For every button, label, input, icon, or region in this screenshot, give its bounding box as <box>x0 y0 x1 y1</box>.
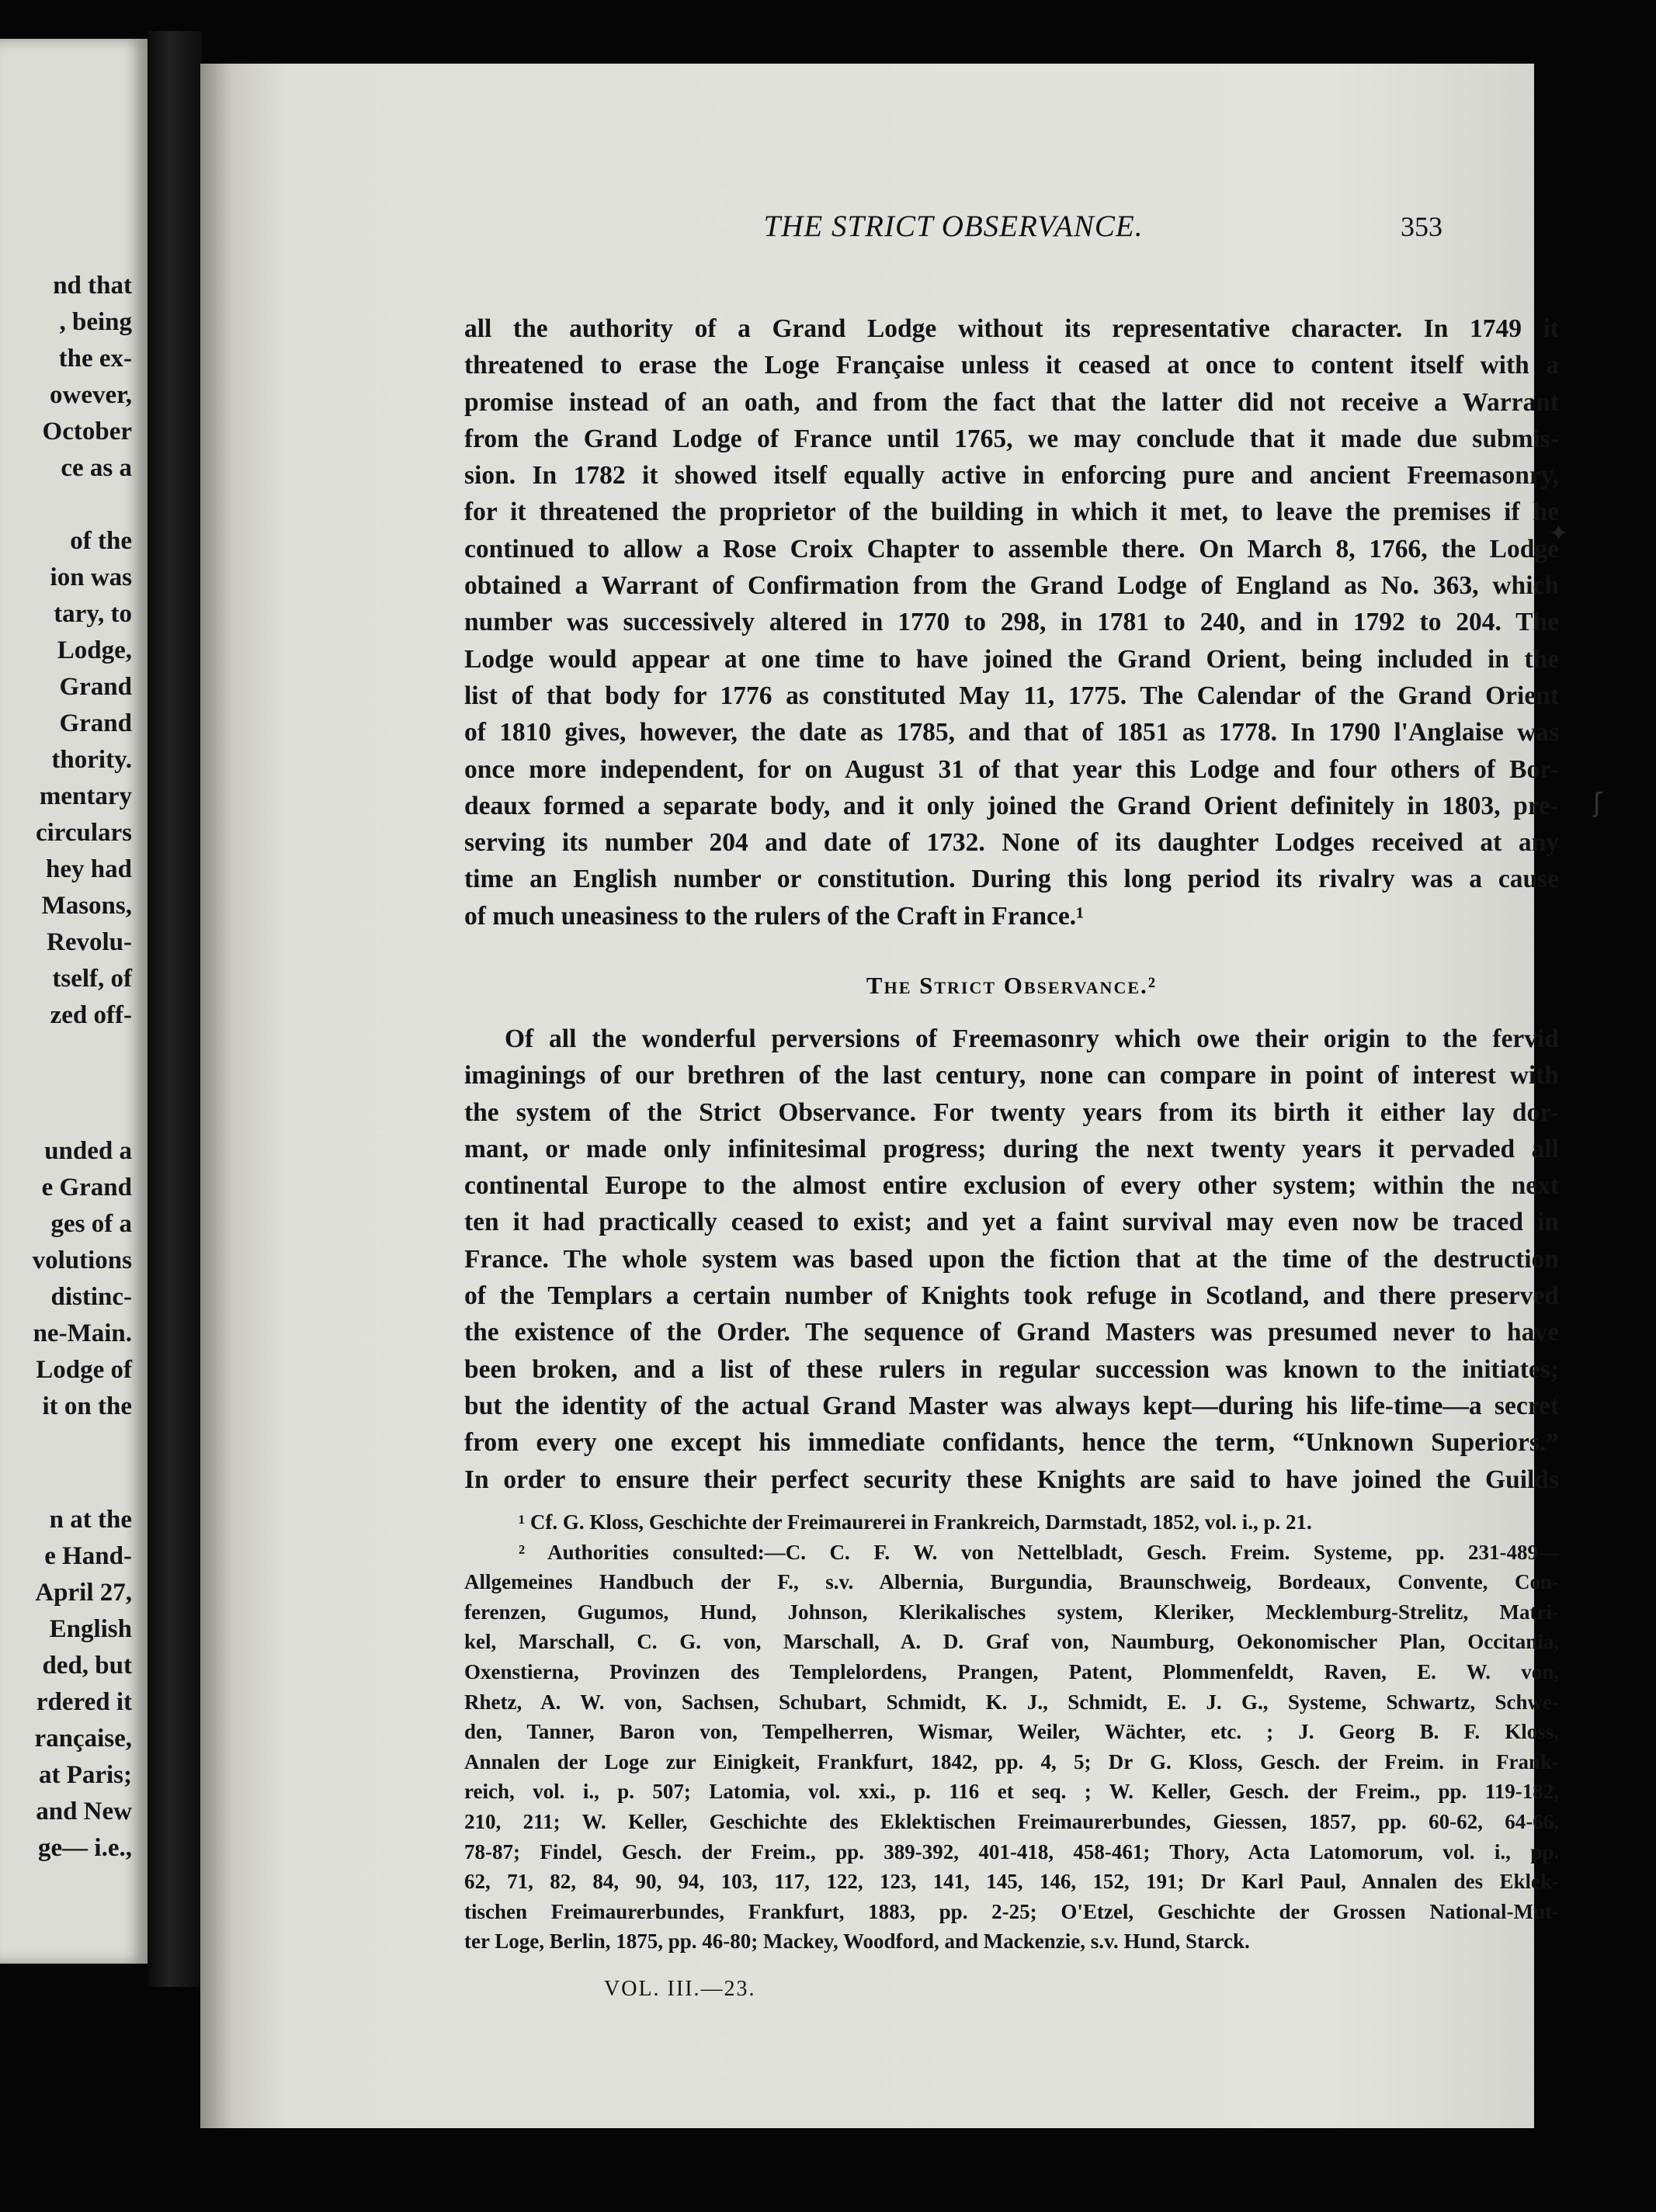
left-page-fragment: e Grand <box>41 1174 132 1201</box>
footnote-line: Annalen der Loge zur Einigkeit, Frankfurt, 1842, pp. 4, 5; Dr G. Kloss, Gesch. der Freim. in Frank- <box>464 1749 1559 1773</box>
left-page-fragment: mentary <box>39 782 132 810</box>
left-page-fragment: e Hand- <box>44 1542 132 1570</box>
section-line: Of all the wonderful perversions of Freemasonry which owe their origin to the fervid <box>505 1025 1559 1053</box>
left-page-fragment: ne-Main. <box>33 1319 132 1347</box>
left-page-fragment: ce as a <box>61 454 132 482</box>
left-page-fragment: of the <box>70 527 132 555</box>
section-line: ten it had practically ceased to exist; and yet a faint survival may even now be traced in <box>464 1208 1559 1237</box>
left-page-fragment: Lodge, <box>57 636 132 664</box>
section-line: been broken, and a list of these rulers in regular succession was known to the initiates; <box>464 1354 1559 1384</box>
book-gutter <box>148 31 202 1987</box>
left-page-fragment: it on the <box>42 1392 132 1420</box>
footnote-line: Allgemeines Handbuch der F., s.v. Albernia, Burgundia, Braunschweig, Bordeaux, Convente, Con- <box>464 1570 1559 1594</box>
left-page-fragment: nd that <box>53 272 132 300</box>
section-line: In order to ensure their perfect security these Knights are said to have joined the Guilds <box>464 1465 1559 1494</box>
section-line: continental Europe to the almost entire exclusion of every other system; within the next <box>464 1171 1559 1201</box>
body-line: once more independent, for on August 31 of that year this Lodge and four others of Bor- <box>464 754 1559 784</box>
section-line: mant, or made only infinitesimal progress; during the next twenty years it pervaded all <box>464 1134 1559 1163</box>
left-page-fragment <box>36 487 132 523</box>
footnote-line: Oxenstierna, Provinzen des Templelordens, Prangen, Patent, Plommenfeldt, Raven, E. W. von, <box>464 1659 1559 1683</box>
running-head: THE STRICT OBSERVANCE. <box>763 210 1144 243</box>
scan-speck: ✦ <box>1549 520 1569 547</box>
left-page-fragment: Revolu- <box>47 928 132 956</box>
left-page-fragment: distinc- <box>50 1283 132 1311</box>
body-line: promise instead of an oath, and from the fact that the latter did not receive a Warrant <box>464 387 1559 417</box>
left-page-fragment: tself, of <box>52 965 132 993</box>
section-line: France. The whole system was based upon the fiction that at the time of the destruction <box>464 1244 1559 1274</box>
section-line: the existence of the Order. The sequence of Grand Masters was presumed never to have <box>464 1318 1559 1347</box>
footnotes <box>464 1507 1559 1957</box>
left-page-fragments-top <box>36 268 132 1034</box>
left-page-fragment: Masons, <box>41 892 132 920</box>
left-page-fragment: unded a <box>44 1137 132 1165</box>
signature-mark: VOL. III.—23. <box>604 1977 756 2001</box>
book-page <box>200 64 1559 2128</box>
left-page-fragment: Grand <box>59 673 132 701</box>
footnote-line: ² Authorities consulted:—C. C. F. W. von Nettelbladt, Gesch. Freim. Systeme, pp. 231-489— <box>519 1540 1559 1564</box>
footnote-line: ferenzen, Gugumos, Hund, Johnson, Klerikalisches system, Kleriker, Mecklemburg-Strelitz, Matri- <box>464 1600 1559 1624</box>
body-line: of much uneasiness to the rulers of the Craft in France.¹ <box>464 901 1085 931</box>
left-page-fragment: , being <box>59 308 132 336</box>
body-line: obtained a Warrant of Confirmation from the Grand Lodge of England as No. 363, which <box>464 571 1559 601</box>
footnote-line: den, Tanner, Baron von, Tempelherren, Wismar, Weiler, Wächter, etc. ; J. Georg B. F. Kloss, <box>464 1720 1559 1744</box>
left-page-fragment: n at the <box>49 1506 132 1534</box>
left-page-fragment: ges of a <box>50 1210 132 1238</box>
left-page-fragment: October <box>42 418 132 446</box>
body-line: Lodge would appear at one time to have joined the Grand Orient, being included in the <box>464 644 1559 674</box>
left-page-fragment: ded, but <box>42 1652 132 1680</box>
footnote-line: ter Loge, Berlin, 1875, pp. 46-80; Mackey, Woodford, and Mackenzie, s.v. Hund, Starck. <box>464 1929 1250 1954</box>
body-line: deaux formed a separate body, and it only joined the Grand Orient definitely in 1803, pre- <box>464 791 1559 820</box>
footnote-line: 210, 211; W. Keller, Geschichte des Eklektischen Freimaurerbundes, Giessen, 1857, pp. 60-62, 64-66, <box>464 1809 1559 1833</box>
left-page-fragment: and New <box>36 1798 132 1825</box>
body-line: list of that body for 1776 as constituted May 11, 1775. The Calendar of the Grand Orient <box>464 681 1559 710</box>
left-page-fragment: owever, <box>50 381 132 409</box>
left-page-fragment: English <box>49 1615 132 1643</box>
page-header <box>488 203 1489 250</box>
body-paragraph <box>464 310 1559 934</box>
footnote-line: 62, 71, 82, 84, 90, 94, 103, 117, 122, 123, 141, 145, 146, 152, 191; Dr Karl Paul, Annalen des Eklek- <box>464 1870 1559 1894</box>
scan-speck: ʃ <box>1593 788 1602 819</box>
section-line: from every one except his immediate confidants, hence the term, “Unknown Superiors.” <box>464 1428 1559 1458</box>
body-line: continued to allow a Rose Croix Chapter to assemble there. On March 8, 1766, the Lodge <box>464 534 1559 563</box>
body-line: threatened to erase the Loge Française unless it ceased at once to content itself with a <box>464 351 1559 380</box>
left-facing-page <box>0 39 148 1964</box>
footnote-line: reich, vol. i., p. 507; Latomia, vol. xxi., p. 116 et seq. ; W. Keller, Gesch. der Freim., pp. 119-182, <box>464 1780 1559 1804</box>
footnote-line: tischen Freimaurerbundes, Frankfurt, 1883, pp. 2-25; O'Etzel, Geschichte der Grossen National-Mut- <box>464 1899 1559 1923</box>
left-page-fragments-bottom <box>34 1502 132 1867</box>
body-line: of 1810 gives, however, the date as 1785, and that of 1851 as 1778. In 1790 l'Anglaise was <box>464 718 1559 747</box>
left-page-fragment: circulars <box>35 819 132 847</box>
body-line: serving its number 204 and date of 1732. None of its daughter Lodges received at any <box>464 828 1559 858</box>
left-page-fragment: volutions <box>32 1246 132 1274</box>
body-line: number was successively altered in 1770 to 298, in 1781 to 240, and in 1792 to 204. The <box>464 608 1559 637</box>
left-page-fragment: tary, to <box>54 600 132 628</box>
section-line: of the Templars a certain number of Knights took refuge in Scotland, and there preserved <box>464 1281 1559 1311</box>
section-line: but the identity of the actual Grand Master was always kept—during his life-time—a secret <box>464 1391 1559 1420</box>
left-page-fragment: Lodge of <box>36 1356 132 1384</box>
section-heading: The Strict Observance.² <box>866 972 1158 999</box>
left-page-fragment: Grand <box>59 709 132 737</box>
body-line: for it threatened the proprietor of the building in which it met, to leave the premises if he <box>464 498 1559 527</box>
footnote-line: ¹ Cf. G. Kloss, Geschichte der Freimaurerei in Frankreich, Darmstadt, 1852, vol. i., p. 21. <box>519 1510 1312 1534</box>
left-page-fragment: rançaise, <box>34 1725 132 1753</box>
left-page-fragment: zed off- <box>50 1001 132 1029</box>
section-line: imaginings of our brethren of the last century, none can compare in point of interest with <box>464 1061 1559 1090</box>
left-page-fragment: thority. <box>51 746 132 774</box>
section-line: the system of the Strict Observance. For twenty years from its birth it either lay dor- <box>464 1097 1559 1127</box>
body-line: time an English number or constitution. During this long period its rivalry was a cause <box>464 865 1559 894</box>
left-page-fragment: hey had <box>46 855 132 883</box>
left-page-fragment: rdered it <box>36 1688 132 1716</box>
page-number: 353 <box>1401 211 1442 242</box>
left-page-fragment: ion was <box>50 563 132 591</box>
left-page-fragment: at Paris; <box>38 1761 132 1789</box>
footnote-line: 78-87; Findel, Gesch. der Freim., pp. 389-392, 401-418, 458-461; Thory, Acta Latomorum, vol. i., pp. <box>464 1839 1559 1864</box>
body-line: from the Grand Lodge of France until 1765, we may conclude that it made due submis- <box>464 424 1559 453</box>
footnote-line: Rhetz, A. W. von, Sachsen, Schubart, Schmidt, K. J., Schmidt, E. J. G., Systeme, Schwartz, Schwe- <box>464 1690 1559 1714</box>
body-line: sion. In 1782 it showed itself equally active in enforcing pure and ancient Freemasonry, <box>464 461 1559 491</box>
left-page-fragment: April 27, <box>35 1579 132 1607</box>
left-page-fragment: the ex- <box>58 345 132 373</box>
left-page-fragments-middle <box>33 1133 132 1425</box>
footnote-line: kel, Marschall, C. G. von, Marschall, A. D. Graf von, Naumburg, Oekonomischer Plan, Occitania, <box>464 1630 1559 1654</box>
body-line: all the authority of a Grand Lodge without its representative character. In 1749 it <box>464 314 1559 343</box>
left-page-fragment: ge— i.e., <box>38 1834 132 1862</box>
section-paragraph <box>464 1021 1559 1498</box>
